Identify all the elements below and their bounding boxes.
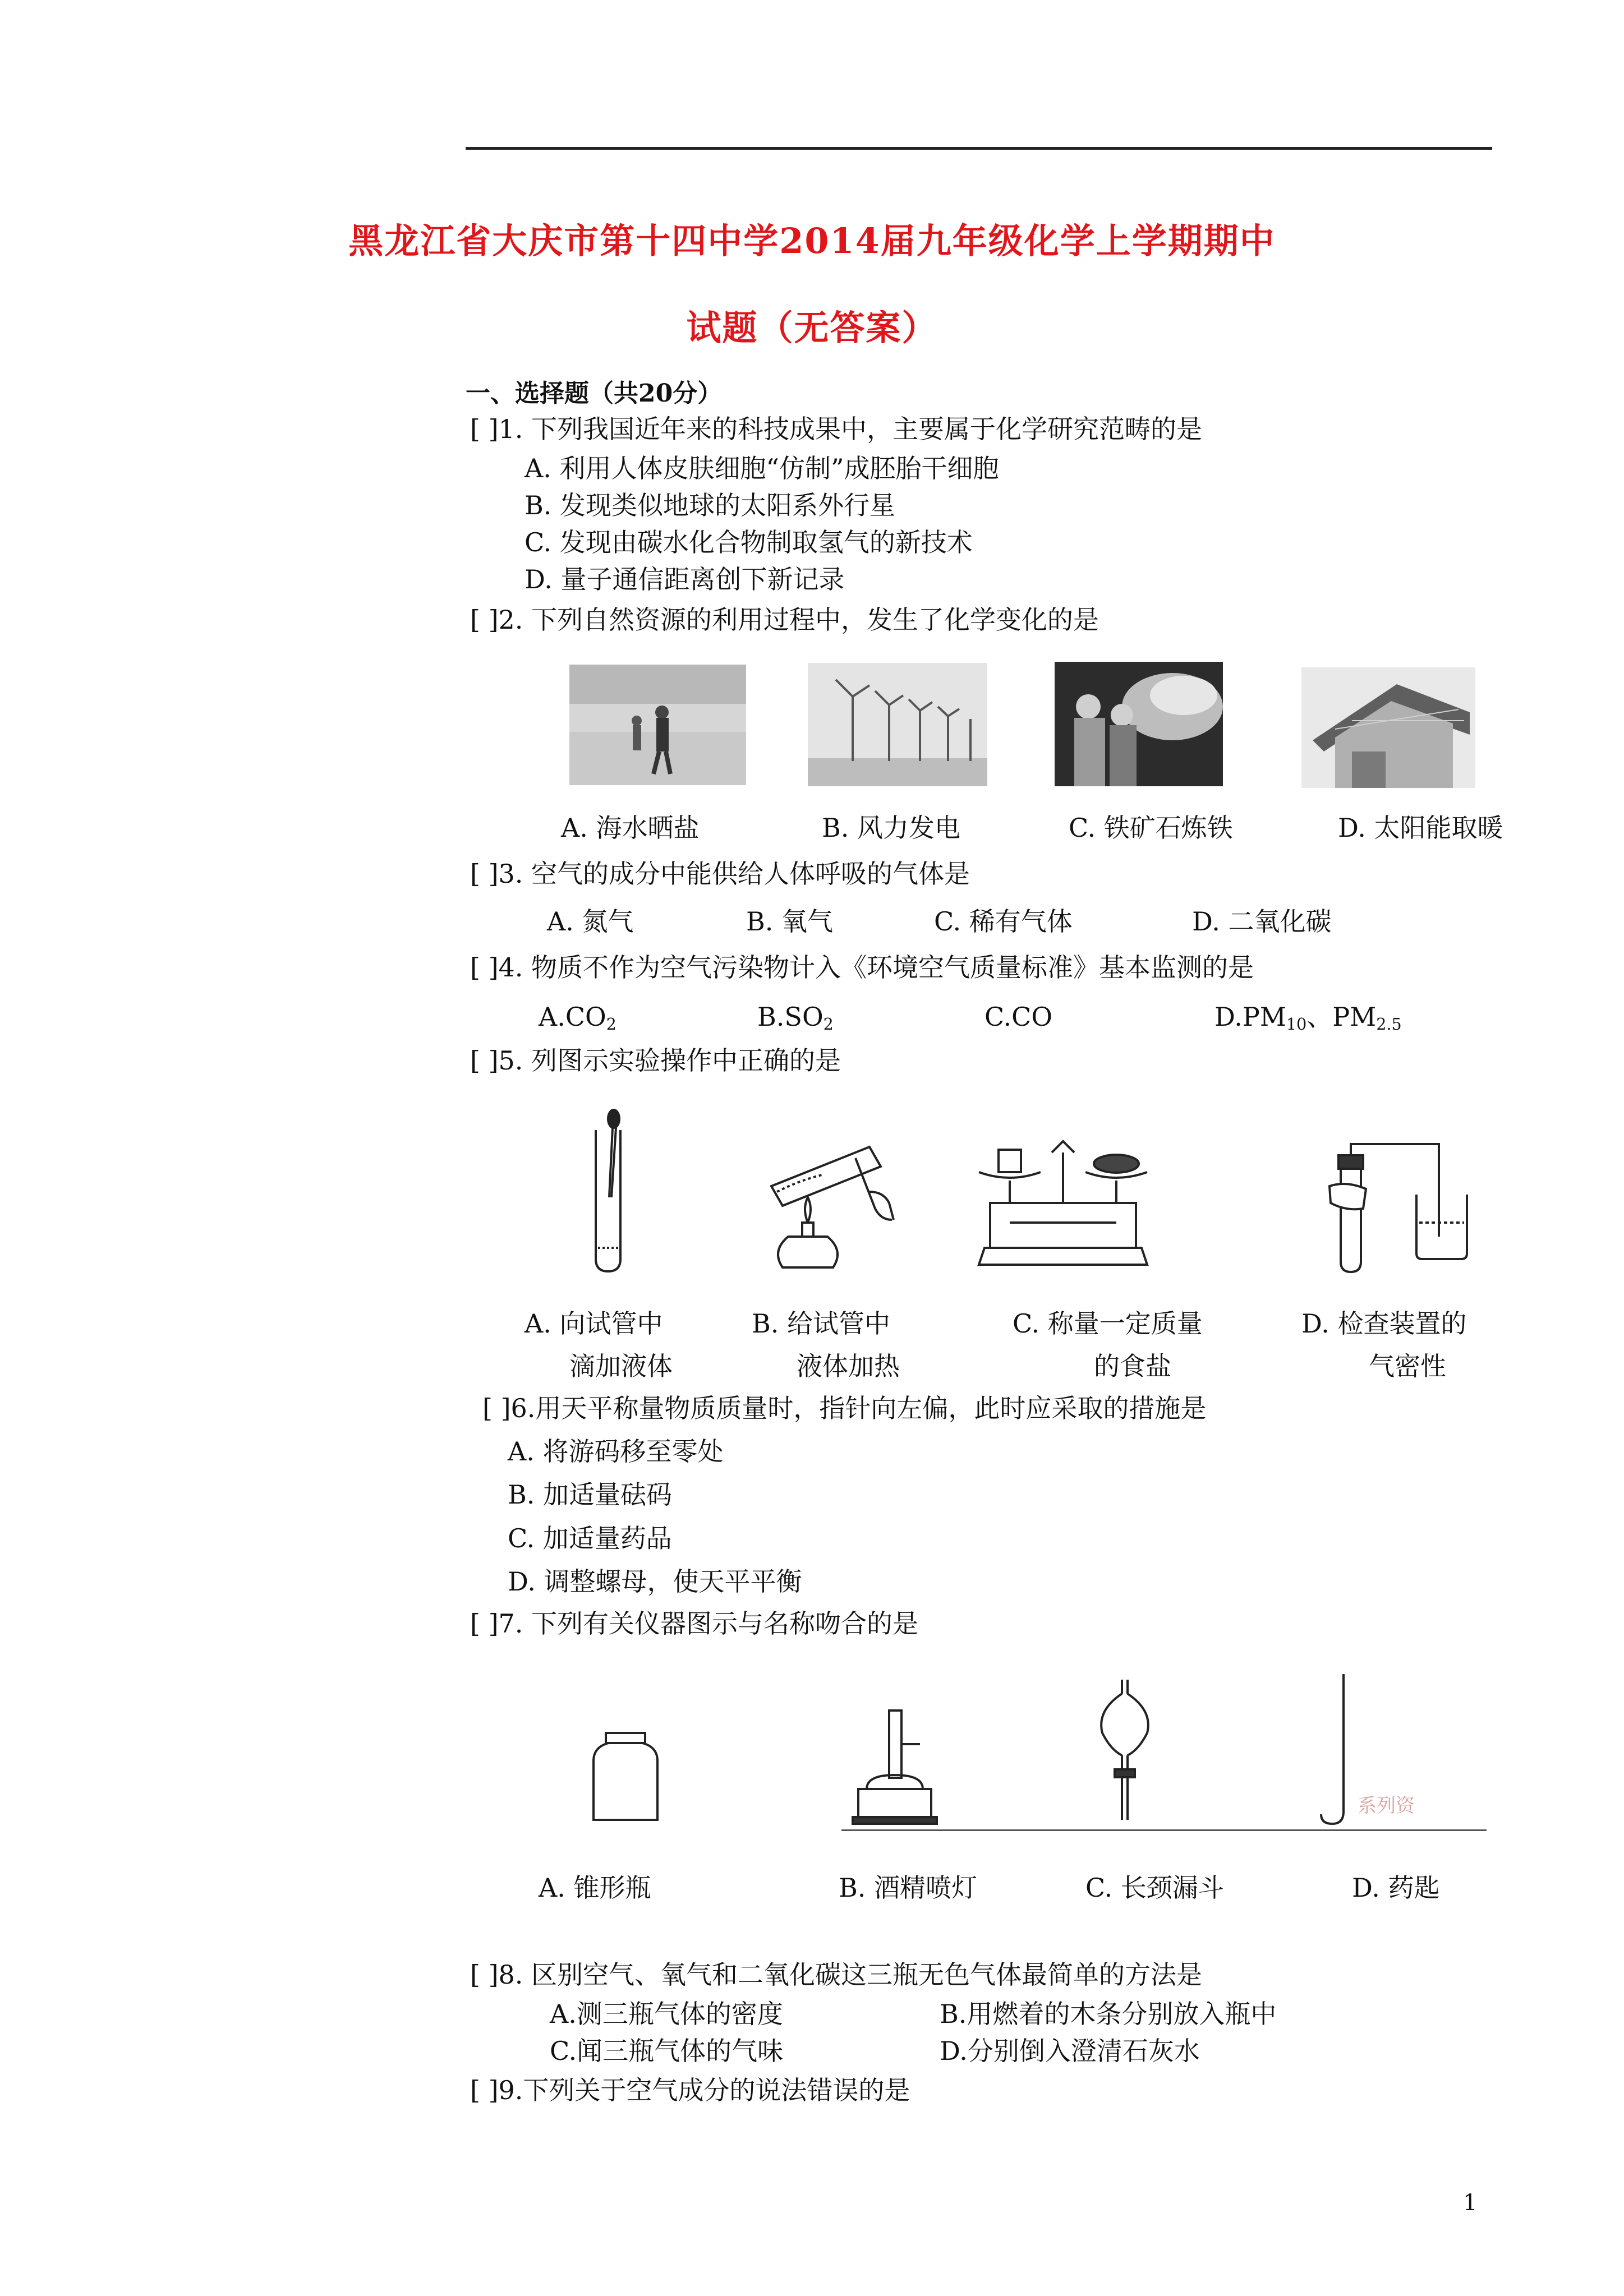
- photo-solar-house: [1301, 667, 1475, 788]
- q1-option-c: C. 发现由碳水化合物制取氢气的新技术: [525, 527, 973, 557]
- q2-stem: [ ]2. 下列自然资源的利用过程中，发生了化学变化的是: [470, 605, 1099, 635]
- q5-caption-d-line2: 气密性: [1369, 1351, 1446, 1381]
- q6-option-d: D. 调整螺母，使天平平衡: [508, 1566, 802, 1597]
- q4-option-c: C.CO: [984, 1002, 1053, 1032]
- q4-option-d-sub2: 2.5: [1376, 1015, 1402, 1034]
- section-heading: 一、选择题（共20分）: [466, 379, 723, 408]
- q5-caption-c-line2: 的食盐: [1094, 1351, 1171, 1381]
- q5-caption-d-line1: D. 检查装置的: [1301, 1308, 1467, 1339]
- q7-caption-a: A. 锥形瓶: [539, 1873, 651, 1903]
- q4-option-b-text: B.SO: [757, 1002, 823, 1032]
- figure-heating-test-tube: [749, 1124, 900, 1276]
- page-title-line2: 试题（无答案）: [686, 307, 938, 348]
- q8-option-d: D.分别倒入澄清石灰水: [940, 2036, 1200, 2066]
- q5-caption-a-line1: A. 向试管中: [525, 1308, 663, 1339]
- q6-option-b: B. 加适量砝码: [508, 1479, 673, 1510]
- q3-option-d: D. 二氧化碳: [1192, 906, 1332, 937]
- figure-wide-mouth-bottle: [589, 1730, 662, 1825]
- q8-stem: [ ]8. 区别空气、氧气和二氧化碳这三瓶无色气体最简单的方法是: [470, 1960, 1203, 1990]
- q7-caption-b: B. 酒精喷灯: [839, 1873, 978, 1903]
- q1-stem: [ ]1. 下列我国近年来的科技成果中，主要属于化学研究范畴的是: [470, 414, 1203, 444]
- q4-option-d: [1214, 1004, 1402, 1033]
- figure-balance-scale: [976, 1130, 1150, 1270]
- q1-option-d: D. 量子通信距离创下新记录: [525, 564, 845, 594]
- q4-stem: [ ]4. 物质不作为空气污染物计入《环境空气质量标准》基本监测的是: [470, 952, 1254, 983]
- q6-option-a: A. 将游码移至零处: [508, 1436, 724, 1467]
- q5-caption-c-line1: C. 称量一定质量: [1013, 1308, 1203, 1339]
- q2-caption-d: D. 太阳能取暖: [1338, 813, 1503, 843]
- q5-caption-b-line1: B. 给试管中: [752, 1308, 891, 1339]
- figure-airtightness-check: [1324, 1133, 1470, 1273]
- q8-option-b: B.用燃着的木条分别放入瓶中: [940, 1999, 1277, 2029]
- q4-option-b-sub: 2: [823, 1015, 834, 1034]
- page-title-line1: 黑龙江省大庆市第十四中学2014届九年级化学上学期期中: [348, 220, 1276, 261]
- q7-watermark: 系列资: [1358, 1795, 1415, 1817]
- figure-alcohol-burner: [850, 1705, 940, 1825]
- q4-option-a-text: A.CO: [539, 1002, 606, 1032]
- q5-caption-a-line2: 滴加液体: [569, 1351, 673, 1381]
- photo-sea-salt: [569, 665, 746, 785]
- q4-option-a: [539, 1004, 617, 1033]
- q2-caption-a: A. 海水晒盐: [561, 813, 700, 843]
- figure-spatula: [1315, 1671, 1355, 1828]
- q4-option-a-sub: 2: [606, 1015, 617, 1034]
- q1-option-b: B. 发现类似地球的太阳系外行星: [525, 490, 896, 520]
- q2-caption-c: C. 铁矿石炼铁: [1069, 813, 1233, 843]
- figure-funnel: [1091, 1677, 1158, 1825]
- q7-stem: [ ]7. 下列有关仪器图示与名称吻合的是: [470, 1608, 919, 1639]
- q6-option-c: C. 加适量药品: [508, 1523, 672, 1553]
- page-number: 1: [1463, 2190, 1478, 2216]
- q5-caption-b-line2: 液体加热: [797, 1351, 900, 1381]
- q4-option-d-mid: 、PM: [1306, 1002, 1377, 1032]
- q8-option-a: A.测三瓶气体的密度: [550, 1999, 783, 2029]
- photo-wind-turbines: [808, 663, 987, 786]
- header-rule: [466, 147, 1492, 150]
- q3-option-b: B. 氧气: [746, 906, 834, 937]
- q5-stem: [ ]5. 列图示实验操作中正确的是: [470, 1045, 841, 1076]
- q6-stem: [ ]6.用天平称量物质质量时，指针向左偏，此时应采取的措施是: [482, 1393, 1207, 1423]
- q3-option-c: C. 稀有气体: [934, 906, 1073, 937]
- figure-dropper-test-tube: [583, 1108, 640, 1276]
- q9-stem: [ ]9.下列关于空气成分的说法错误的是: [470, 2075, 910, 2105]
- q3-option-a: A. 氮气: [547, 906, 634, 937]
- q7-caption-d: D. 药匙: [1352, 1873, 1440, 1903]
- q8-option-c: C.闻三瓶气体的气味: [550, 2036, 784, 2066]
- q4-option-b: [757, 1004, 834, 1033]
- q4-option-d-text: D.PM: [1214, 1002, 1286, 1032]
- q4-option-d-sub1: 10: [1286, 1015, 1307, 1034]
- q3-stem: [ ]3. 空气的成分中能供给人体呼吸的气体是: [470, 859, 970, 889]
- q2-caption-b: B. 风力发电: [822, 813, 961, 843]
- q1-option-a: A. 利用人体皮肤细胞“仿制”成胚胎干细胞: [525, 453, 999, 483]
- q7-baseline: [841, 1829, 1487, 1831]
- q7-caption-c: C. 长颈漏斗: [1085, 1873, 1224, 1903]
- photo-iron-smelting: [1055, 662, 1223, 786]
